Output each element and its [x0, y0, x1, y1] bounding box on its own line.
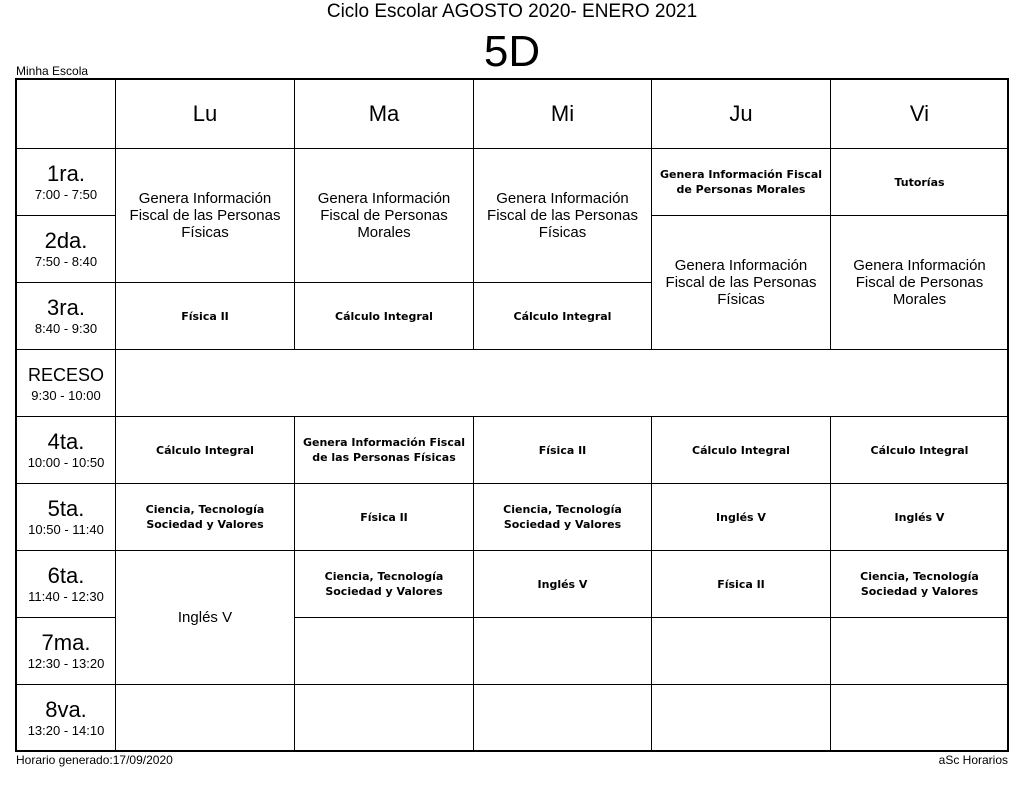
day-header-ju: Ju	[652, 80, 831, 149]
lesson-cell: Cálculo Integral	[116, 417, 295, 484]
lesson-cell: Cálculo Integral	[295, 283, 474, 350]
lesson-cell: Inglés V	[116, 551, 295, 685]
software-credit: aSc Horarios	[938, 753, 1008, 767]
empty-cell	[295, 685, 474, 752]
period-time: 8:40 - 9:30	[34, 321, 98, 336]
lesson-cell: Física II	[474, 417, 652, 484]
empty-cell	[116, 685, 295, 752]
lesson-cell: Genera Información Fiscal de las Personas Físicas	[652, 216, 831, 350]
period-time: 13:20 - 14:10	[27, 723, 105, 738]
period-time: 10:50 - 11:40	[28, 522, 104, 537]
empty-cell	[474, 618, 652, 685]
cycle-title: Ciclo Escolar AGOSTO 2020- ENERO 2021	[326, 1, 698, 22]
generated-date: Horario generado:17/09/2020	[16, 753, 173, 767]
lesson-cell: Tutorías	[831, 149, 1009, 216]
lesson-cell: Inglés V	[474, 551, 652, 618]
empty-cell	[295, 618, 474, 685]
lesson-cell: Cálculo Integral	[652, 417, 831, 484]
lesson-cell: Genera Información Fiscal de las Personas Físicas	[474, 149, 652, 283]
period-2	[17, 216, 116, 283]
period-label: 7ma.	[41, 630, 91, 655]
period-label: 3ra.	[47, 295, 85, 320]
day-header-vi: Vi	[831, 80, 1009, 149]
period-label: 2da.	[44, 228, 88, 253]
corner-cell	[17, 80, 116, 149]
empty-cell	[474, 685, 652, 752]
lesson-cell: Física II	[295, 484, 474, 551]
day-header-mi: Mi	[474, 80, 652, 149]
lesson-cell: Ciencia, Tecnología Sociedad y Valores	[116, 484, 295, 551]
school-name: Minha Escola	[16, 64, 89, 78]
period-time: 12:30 - 13:20	[27, 656, 105, 671]
period-label: 8va.	[45, 697, 87, 722]
lesson-cell: Física II	[116, 283, 295, 350]
lesson-cell: Genera Información Fiscal de Personas Morales	[652, 149, 831, 216]
period-1	[17, 149, 116, 216]
period-6	[17, 551, 116, 618]
lesson-cell: Genera Información Fiscal de Personas Morales	[295, 149, 474, 283]
empty-cell	[652, 685, 831, 752]
lesson-cell: Genera Información Fiscal de las Personas Físicas	[116, 149, 295, 283]
period-label: 5ta.	[47, 496, 85, 521]
lesson-cell: Ciencia, Tecnología Sociedad y Valores	[831, 551, 1009, 618]
day-header-lu: Lu	[116, 80, 295, 149]
period-3	[17, 283, 116, 350]
period-time: 9:30 - 10:00	[31, 388, 101, 403]
lesson-cell: Cálculo Integral	[474, 283, 652, 350]
period-5	[17, 484, 116, 551]
period-7	[17, 618, 116, 685]
lesson-cell: Inglés V	[831, 484, 1009, 551]
lesson-cell: Genera Información Fiscal de Personas Morales	[831, 216, 1009, 350]
group-title: 5D	[483, 27, 541, 76]
period-label: 1ra.	[47, 161, 85, 186]
period-time: 11:40 - 12:30	[28, 589, 104, 604]
lesson-cell: Genera Información Fiscal de las Personas Físicas	[295, 417, 474, 484]
lesson-cell: Física II	[652, 551, 831, 618]
period-time: 7:00 - 7:50	[34, 187, 98, 202]
period-label: 6ta.	[47, 563, 85, 588]
period-receso	[17, 350, 116, 417]
lesson-cell: Ciencia, Tecnología Sociedad y Valores	[474, 484, 652, 551]
empty-cell	[831, 618, 1009, 685]
period-time: 7:50 - 8:40	[34, 254, 98, 269]
period-4	[17, 417, 116, 484]
period-label: 4ta.	[47, 429, 85, 454]
empty-cell	[652, 618, 831, 685]
receso-break-cell	[116, 350, 1009, 417]
lesson-cell: Inglés V	[652, 484, 831, 551]
period-label: RECESO	[27, 365, 105, 385]
day-header-ma: Ma	[295, 80, 474, 149]
timetable-grid	[15, 78, 1009, 752]
lesson-cell: Ciencia, Tecnología Sociedad y Valores	[295, 551, 474, 618]
period-time: 10:00 - 10:50	[27, 455, 105, 470]
lesson-cell: Cálculo Integral	[831, 417, 1009, 484]
period-8	[17, 685, 116, 752]
empty-cell	[831, 685, 1009, 752]
